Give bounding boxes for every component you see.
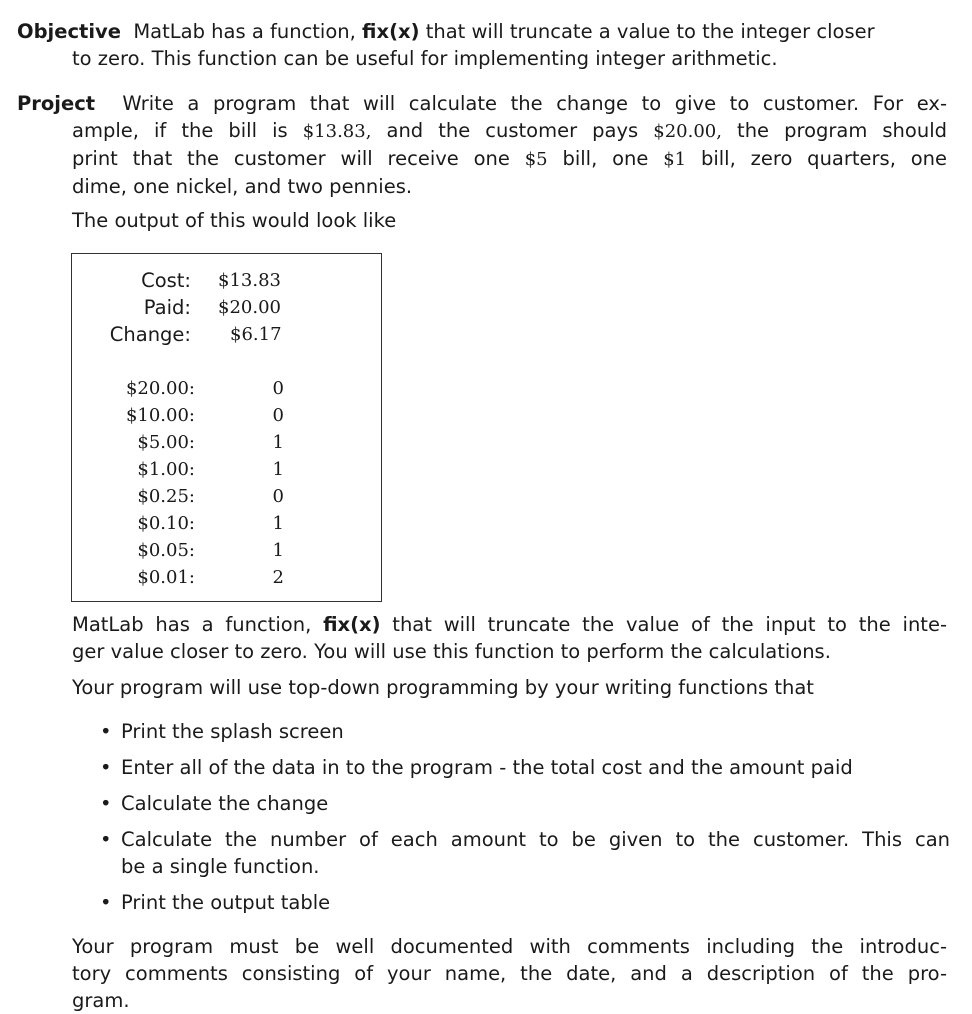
denomination-count: 0: [272, 405, 284, 426]
project-line-3: print that the customer will receive one $5 bill, one $1 bill, zero quarters, one: [72, 147, 948, 170]
fix-note-line-1: MatLab has a function, fix(x) that will truncate the value of the input to the inte-: [72, 613, 947, 636]
summary-row-change: [72, 321, 381, 348]
function-list: [100, 718, 950, 916]
documentation-line-1: Your program must be well documented with comments including the introduc-: [72, 935, 947, 958]
denomination-label: $1.00:: [137, 459, 195, 480]
output-example-box: [71, 253, 382, 602]
denomination-count: 1: [272, 513, 284, 534]
denomination-label: $0.10:: [137, 513, 195, 534]
denomination-count: 1: [272, 540, 284, 561]
denomination-row: [72, 483, 381, 510]
summary-value: $13.83: [218, 270, 281, 291]
denomination-label: $10.00:: [125, 405, 195, 426]
objective-line-1: Objective MatLab has a function, fix(x) that will truncate a value to the integer closer: [17, 20, 875, 43]
list-item: • Calculate the change: [100, 792, 329, 815]
project-line-2: ample, if the bill is $13.83, and the customer pays $20.00, the program should: [72, 119, 947, 142]
denomination-label: $20.00:: [125, 378, 195, 399]
denomination-label: $0.01:: [137, 567, 195, 588]
bullet-icon: •: [100, 756, 112, 779]
fix-note-line-2: ger value closer to zero. You will use this function to perform the calculations.: [72, 640, 831, 663]
denomination-label: $5.00:: [137, 432, 195, 453]
fix-function-name: fix(x): [362, 20, 420, 43]
denomination-count: 0: [272, 378, 284, 399]
documentation-line-3: gram.: [72, 989, 130, 1012]
project-line-4: dime, one nickel, and two pennies.: [72, 175, 413, 198]
denomination-count: 2: [272, 567, 284, 588]
output-intro: The output of this would look like: [72, 209, 397, 232]
denomination-row: [72, 375, 381, 402]
denomination-row: [72, 537, 381, 564]
list-item: • Print the splash screen: [100, 720, 344, 743]
list-item: • Enter all of the data in to the program - the total cost and the amount paid: [100, 756, 853, 779]
documentation-paragraph: [72, 933, 947, 1014]
bullet-icon: •: [100, 720, 112, 743]
summary-label: Paid:: [143, 296, 191, 319]
project-paragraph: [17, 90, 947, 200]
denomination-count: 0: [272, 486, 284, 507]
denomination-label: $0.05:: [137, 540, 195, 561]
list-item: • Print the output table: [100, 891, 331, 914]
denomination-row: [72, 429, 381, 456]
objective-line-2: to zero. This function can be useful for implementing integer arithmetic.: [72, 47, 778, 70]
bullet-icon: •: [100, 828, 112, 851]
documentation-line-2: tory comments consisting of your name, the date, and a description of the pro-: [72, 962, 947, 985]
denomination-label: $0.25:: [137, 486, 195, 507]
bullet-icon: •: [100, 792, 112, 815]
summary-label: Change:: [109, 323, 191, 346]
project-label: Project: [17, 92, 96, 115]
denomination-row: [72, 402, 381, 429]
list-item: • Calculate the number of each amount to be given to the customer. This can be a single function.: [100, 828, 950, 878]
project-line-1: Project Write a program that will calculate the change to give to customer. For ex-: [17, 92, 947, 115]
denomination-row: [72, 510, 381, 537]
bullet-icon: •: [100, 891, 112, 914]
denomination-row: [72, 456, 381, 483]
summary-value: $6.17: [230, 324, 282, 345]
summary-row-cost: [72, 267, 381, 294]
topdown-sentence: Your program will use top-down programming by your writing functions that: [72, 676, 814, 699]
fix-function-name: fix(x): [323, 613, 381, 636]
summary-label: Cost:: [141, 269, 191, 292]
denomination-count: 1: [272, 432, 284, 453]
denomination-row: [72, 564, 381, 591]
denomination-count: 1: [272, 459, 284, 480]
fix-note-paragraph: [72, 611, 947, 665]
objective-label: Objective: [17, 20, 121, 43]
summary-value: $20.00: [218, 297, 281, 318]
objective-paragraph: [17, 18, 947, 72]
summary-row-paid: [72, 294, 381, 321]
